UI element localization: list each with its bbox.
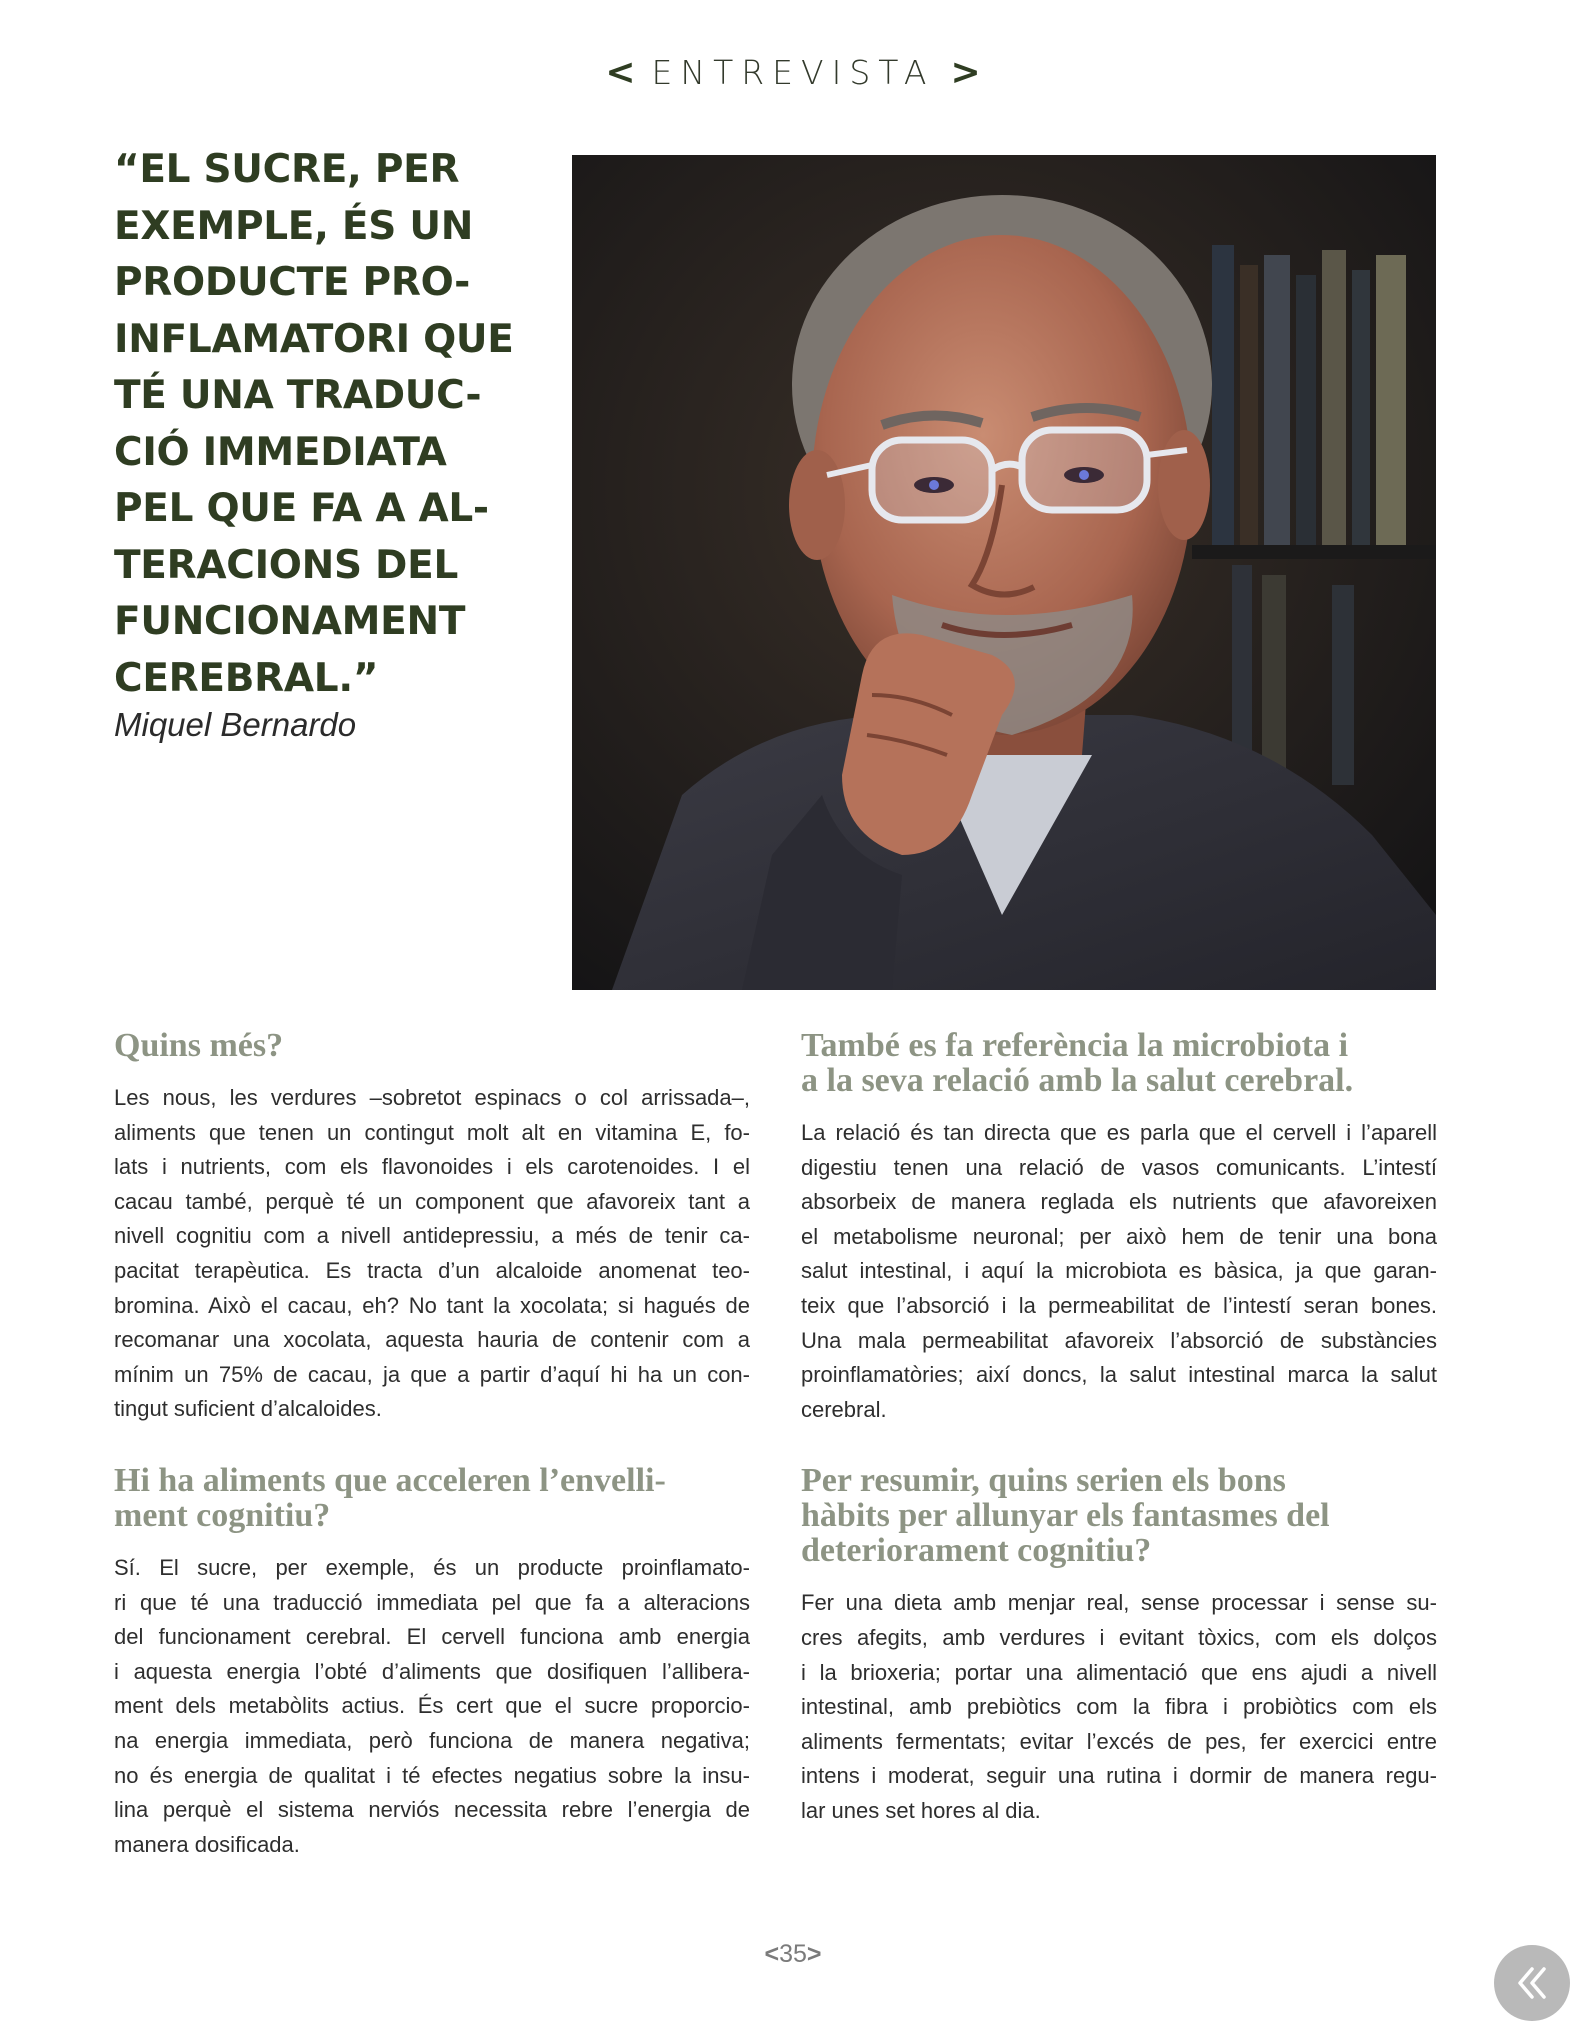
question-line: També es fa referència la microbiota i xyxy=(801,1027,1349,1064)
question-line: hàbits per allunyar els fantasmes del xyxy=(801,1497,1330,1535)
question-line: Hi ha aliments que acceleren l’envelli- xyxy=(114,1461,666,1499)
question-line: deteriorament cognitiu? xyxy=(801,1532,1152,1570)
portrait-photo xyxy=(572,155,1436,990)
text-line: mínim un 75% de cacau, ja que a partir d’aquí hi ha un con- xyxy=(114,1361,750,1387)
text-line: cerebral. xyxy=(801,1396,887,1422)
text-line: lina perquè el sistema nerviós necessita rebre l’energia de xyxy=(114,1797,750,1823)
text-line: aliments que tenen un contingut molt alt en vitamina E, fo- xyxy=(114,1119,750,1145)
text-line: proinflamatòries; així doncs, la salut intestinal marca la salut xyxy=(801,1362,1437,1388)
text-line: Les nous, les verdures –sobretot espinacs o col arrissada–, xyxy=(114,1085,750,1110)
pullquote-author: Miquel Bernardo xyxy=(114,706,357,743)
page-number xyxy=(0,1940,1586,1969)
pullquote-line: CIÓ IMMEDIATA xyxy=(114,429,447,475)
text-line: intestinal, amb prebiòtics com la fibra i probiòtics com els xyxy=(801,1694,1437,1720)
text-line: el metabolisme neuronal; per això hem de tenir una bona xyxy=(801,1223,1437,1249)
question-line: ment cognitiu? xyxy=(114,1496,331,1534)
text-line: aliments fermentats; evitar l’excés de pes, fer exercici entre xyxy=(801,1728,1437,1754)
question-heading xyxy=(801,1028,1437,1098)
text-line: pacitat terapèutica. Es tracta d’un alcaloide anomenat teo- xyxy=(114,1257,750,1283)
pullquote-line: PEL QUE FA A AL- xyxy=(114,486,489,531)
text-line: lats i nutrients, com els flavonoides i els carotenoides. I el xyxy=(114,1154,750,1180)
question-line: Quins més? xyxy=(114,1027,284,1064)
text-line: ri que té una traducció immediata pel que fa a alteracions xyxy=(114,1589,750,1615)
text-line: bromina. Això el cacau, eh? No tant la xocolata; si hagués de xyxy=(114,1292,750,1318)
left-chevron-icon: < xyxy=(605,52,636,93)
text-line: intens i moderat, seguir una rutina i dormir de manera regu- xyxy=(801,1763,1437,1789)
text-line: absorbeix de manera reglada els nutrients que afavoreixen xyxy=(801,1189,1437,1215)
text-line: tingut suficient d’alcaloides. xyxy=(114,1396,382,1422)
answer-paragraph xyxy=(114,1081,750,1427)
portrait-photo-icon xyxy=(572,155,1436,990)
pullquote-line: EXEMPLE, ÉS UN xyxy=(114,203,474,249)
section-label: ENTREVISTA xyxy=(651,53,935,92)
question-line: a la seva relació amb la salut cerebral. xyxy=(801,1062,1354,1099)
left-chevron-icon: < xyxy=(764,1940,780,1968)
text-line: Fer una dieta amb menjar real, sense processar i sense su- xyxy=(801,1590,1437,1616)
text-line: i aquesta energia l’obté d’aliments que dosifiquen l’allibera- xyxy=(114,1658,750,1684)
answer-paragraph xyxy=(801,1116,1437,1427)
text-line: digestiu tenen una relació de vasos comunicants. L’intestí xyxy=(801,1154,1437,1180)
text-line: teix que l’absorció i la permeabilitat de l’intestí seran bones. xyxy=(801,1292,1437,1318)
pullquote-line: TERACIONS DEL xyxy=(114,542,459,588)
answer-paragraph xyxy=(801,1586,1437,1828)
pullquote-line: TÉ UNA TRADUC- xyxy=(114,373,482,418)
right-chevron-icon: > xyxy=(950,52,981,93)
double-chevron-left-icon xyxy=(1512,1963,1552,2003)
text-line: Una mala permeabilitat afavoreix l’absorció de substàncies xyxy=(801,1327,1437,1353)
right-column xyxy=(801,1028,1437,1865)
text-line: cacau també, perquè té un component que afavoreix tant a xyxy=(114,1188,750,1214)
text-line: i la brioxeria; portar una alimentació que ens ajudi a nivell xyxy=(801,1659,1437,1685)
text-line: nivell cognitiu com a nivell antidepressiu, a més de tenir ca- xyxy=(114,1223,750,1249)
question-line: Per resumir, quins serien els bons xyxy=(801,1462,1286,1500)
text-line: manera dosificada. xyxy=(114,1831,300,1857)
question-heading xyxy=(114,1028,750,1063)
question-heading xyxy=(801,1463,1437,1568)
text-line: La relació és tan directa que es parla que el cervell i l’aparell xyxy=(801,1120,1437,1145)
text-line: cres afegits, amb verdures i evitant tòxics, com els dolços xyxy=(801,1624,1437,1650)
text-line: salut intestinal, i aquí la microbiota es bàsica, ja que garan- xyxy=(801,1258,1437,1284)
answer-paragraph xyxy=(114,1551,750,1862)
text-line: recomanar una xocolata, aquesta hauria de contenir com a xyxy=(114,1327,750,1353)
page-number-value: 35 xyxy=(779,1940,807,1968)
pullquote-line: INFLAMATORI QUE xyxy=(114,316,514,362)
question-heading xyxy=(114,1463,750,1533)
pullquote-line: “EL SUCRE, PER xyxy=(114,147,460,192)
pullquote xyxy=(114,142,534,707)
back-button[interactable] xyxy=(1494,1945,1570,2021)
section-header xyxy=(0,52,1586,93)
text-line: na energia immediata, però funciona de manera negativa; xyxy=(114,1727,750,1753)
text-line: ment dels metabòlits actius. És cert que el sucre proporcio- xyxy=(114,1693,750,1719)
text-line: Sí. El sucre, per exemple, és un producte proinflamato- xyxy=(114,1554,750,1580)
pullquote-line: FUNCIONAMENT xyxy=(114,599,466,644)
pullquote-line: PRODUCTE PRO- xyxy=(114,260,471,305)
text-line: no és energia de qualitat i té efectes negatius sobre la insu- xyxy=(114,1762,750,1788)
pullquote-line: CEREBRAL.” xyxy=(114,655,379,701)
right-chevron-icon: > xyxy=(806,1940,822,1968)
left-column xyxy=(114,1028,750,1898)
text-line: lar unes set hores al dia. xyxy=(801,1797,1041,1823)
text-line: del funcionament cerebral. El cervell funciona amb energia xyxy=(114,1624,750,1650)
